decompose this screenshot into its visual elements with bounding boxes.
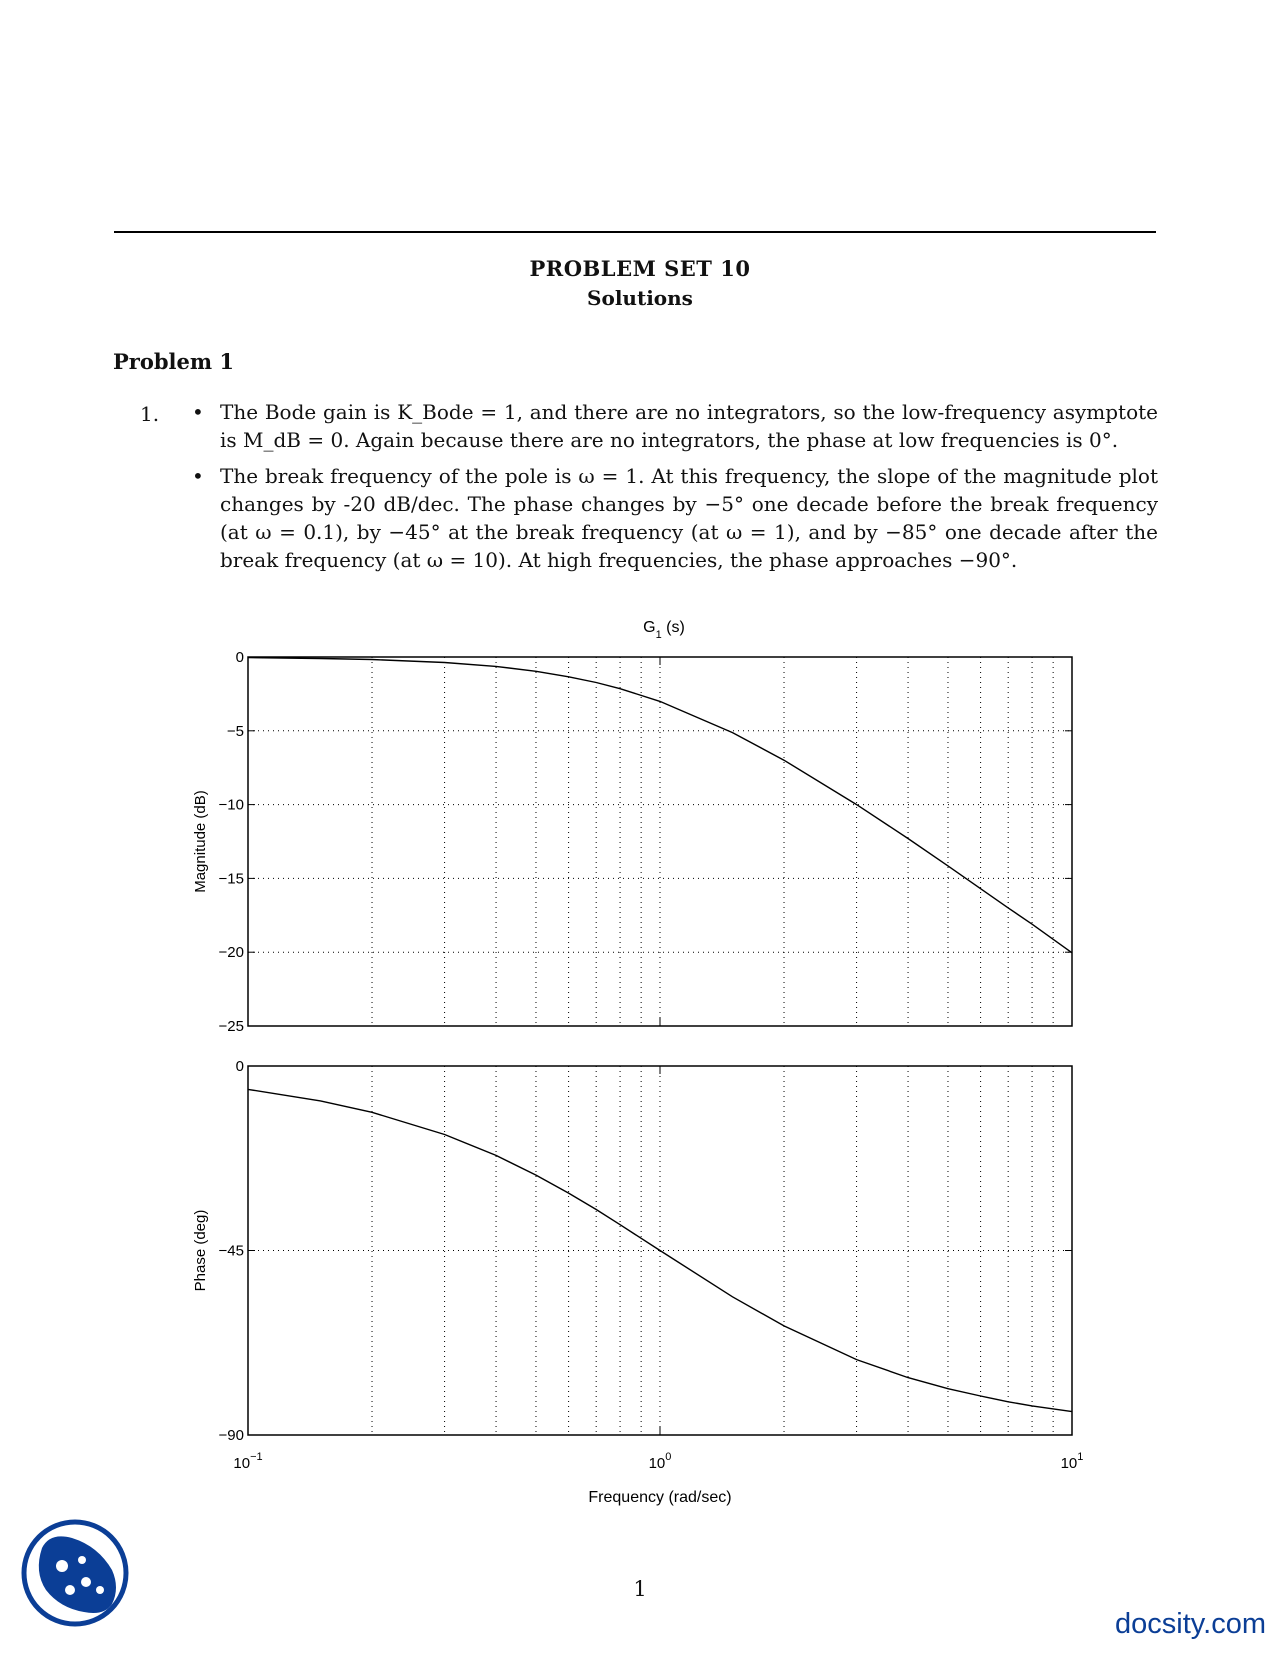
bullet-list — [192, 398, 1158, 582]
y-tick-label: −25 — [218, 1018, 244, 1035]
x-tick-label: $10^{-1}$ — [233, 1451, 263, 1472]
problem-heading: Problem 1 — [113, 349, 235, 374]
header-rule — [114, 231, 1156, 233]
x-axis-label: Frequency (rad/sec) — [588, 1489, 732, 1506]
item-number: 1. — [140, 402, 160, 426]
bullet-text: The break frequency of the pole is ω = 1. At this frequency, the slope of the magnitude plot changes by -20 dB/dec. The phase changes by −5° one decade before the break frequency (at ω = 0.1), by −45° at the break frequency (at ω = 1), and by −85° one decade after the break frequency (at ω = 10). At high frequencies, the phase approaches −90°. — [220, 464, 1158, 572]
y-tick-label: −10 — [218, 796, 244, 814]
page-title: PROBLEM SET 10 — [529, 256, 751, 281]
y-tick-label: −20 — [218, 944, 244, 962]
page-subtitle: Solutions — [587, 286, 693, 310]
y-tick-label: −45 — [218, 1242, 244, 1260]
bullet-dot-icon: • — [192, 400, 204, 424]
docsity-watermark: docsity.com — [1115, 1608, 1266, 1640]
x-tick-label: $10^0$ — [648, 1451, 672, 1472]
chart-title: $G_1$ (s) — [643, 619, 685, 641]
y-tick-label: −15 — [218, 870, 244, 888]
bullet-dot-icon: • — [192, 464, 204, 488]
y-axis-label: Magnitude (dB) — [192, 790, 209, 893]
docsity-logo-icon — [20, 1518, 130, 1628]
bullet-item — [192, 398, 1158, 454]
y-tick-label: 0 — [235, 649, 244, 666]
series-line — [248, 658, 1072, 953]
bode-figure — [0, 600, 1280, 1520]
y-tick-label: −5 — [226, 722, 244, 740]
page-number: 1 — [633, 1577, 647, 1601]
y-tick-label: −90 — [218, 1427, 244, 1444]
x-tick-label: $10^1$ — [1060, 1451, 1084, 1472]
y-axis-label: Phase (deg) — [192, 1209, 209, 1292]
bullet-text: The Bode gain is K_Bode = 1, and there are no integrators, so the low-frequency asymptote is M_dB = 0. Again because there are no integrators, the phase at low frequencies is 0°. — [220, 400, 1158, 452]
y-tick-label: 0 — [235, 1058, 244, 1075]
bullet-item — [192, 462, 1158, 574]
bode-plot-svg — [0, 600, 1280, 1520]
